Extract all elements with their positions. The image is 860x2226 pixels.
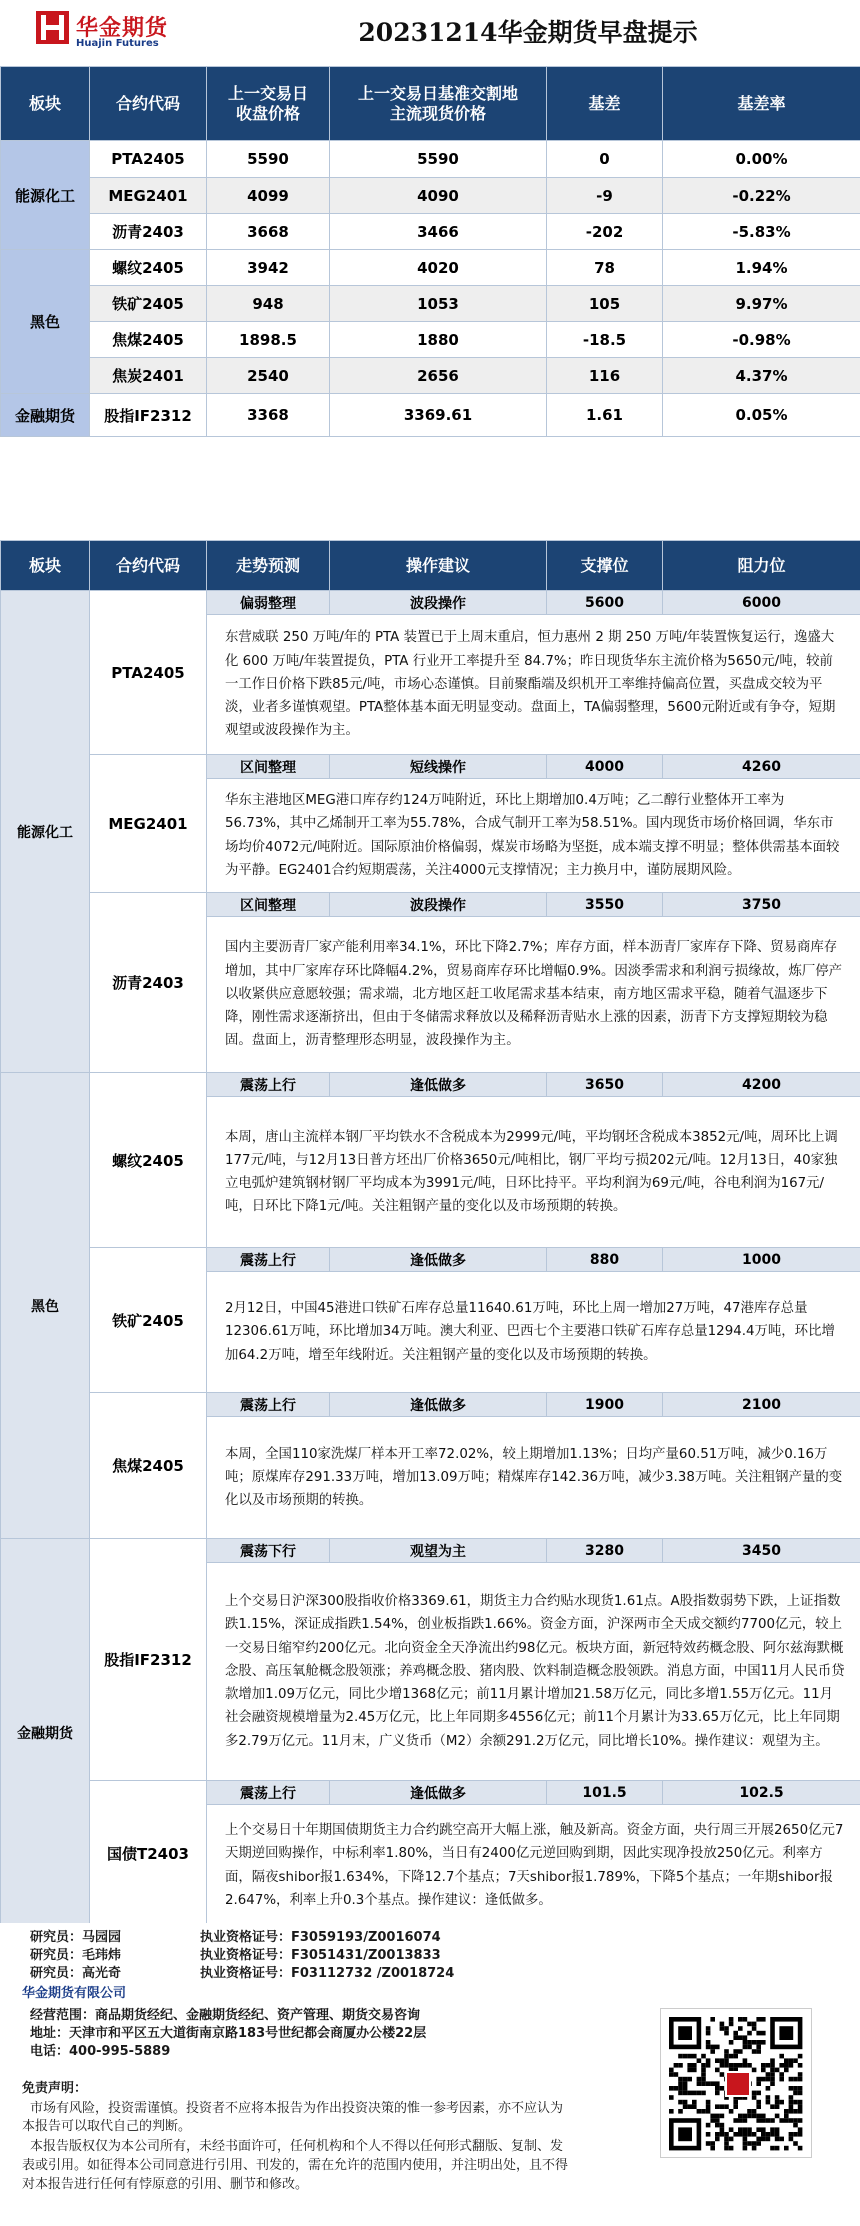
strategy-table <box>0 540 860 1927</box>
level-row <box>1 1781 860 1805</box>
basis-value-cell: -9 <box>547 178 663 214</box>
basis-value-cell: 1053 <box>330 286 547 322</box>
business-scope: 经营范围：商品期货经纪、金融期货经纪、资产管理、期货交易咨询 <box>30 2008 421 2023</box>
strategy-header-5: 阻力位 <box>663 541 860 591</box>
basis-value-cell: 3942 <box>207 250 330 286</box>
basis-header-4: 基差 <box>547 67 663 141</box>
sector-cell: 能源化工 <box>1 591 90 1073</box>
advice-cell: 波段操作 <box>330 591 547 615</box>
basis-row <box>1 358 860 394</box>
basis-row <box>1 250 860 286</box>
basis-value-cell: 4.37% <box>663 358 860 394</box>
company-address: 地址：天津市和平区五大道街南京路183号世纪都会商厦办公楼22层 <box>30 2026 427 2041</box>
basis-header-3: 上一交易日基准交割地 主流现货价格 <box>330 67 547 141</box>
sector-cell: 黑色 <box>1 250 90 394</box>
contract-code-cell: 螺纹2405 <box>90 1073 207 1248</box>
contract-code-cell: 铁矿2405 <box>90 1248 207 1393</box>
basis-value-cell: 3369.61 <box>330 394 547 437</box>
disclaimer-line-5: 对本报告进行任何有悖原意的引用、删节和修改。 <box>22 2177 309 2192</box>
basis-header-5: 基差率 <box>663 67 860 141</box>
basis-value-cell: 0.05% <box>663 394 860 437</box>
trend-cell: 震荡上行 <box>207 1073 330 1097</box>
basis-value-cell: 2540 <box>207 358 330 394</box>
huajin-logo-icon <box>36 11 69 44</box>
strategy-header-2: 走势预测 <box>207 541 330 591</box>
analysis-text: 本周，唐山主流样本钢厂平均铁水不含税成本为2999元/吨，平均钢坯含税成本3852元/吨，周环比上调177元/吨，与12月13日普方坯出厂价格3650元/吨相比，钢厂平均亏损202元/吨。12月13日，40家独立电弧炉建筑钢材钢厂平均成本为3991元/吨，日环比持平。平均利润为69元/吨，谷电利润为167元/吨，日环比下降1元/吨。关注粗钢产量的变化以及市场预期的转换。 <box>207 1097 860 1248</box>
support-cell: 3280 <box>547 1539 663 1563</box>
trend-cell: 震荡下行 <box>207 1539 330 1563</box>
trend-cell: 震荡上行 <box>207 1393 330 1417</box>
analysis-text: 上个交易日十年期国债期货主力合约跳空高开大幅上涨，触及新高。资金方面，央行周三开展2650亿元7天期逆回购操作，中标利率1.80%，当日有2400亿元逆回购到期，因此实现净投放250亿元。利率方面，隔夜shibor报1.634%，下降12.7个基点；7天shibor报1.789%，下降5个基点；一年期shibor报2.647%，利率上升0.3个基点。操作建议：逢低做多。 <box>207 1805 860 1927</box>
contract-code-cell: 焦煤2405 <box>90 1393 207 1539</box>
basis-row <box>1 322 860 358</box>
advice-cell: 观望为主 <box>330 1539 547 1563</box>
report-title: 20231214华金期货早盘提示 <box>358 18 698 47</box>
level-row <box>1 755 860 779</box>
basis-value-cell: 9.97% <box>663 286 860 322</box>
analysis-text: 华东主港地区MEG港口库存约124万吨附近，环比上期增加0.4万吨；乙二醇行业整体开工率为56.73%，其中乙烯制开工率为55.78%，合成气制开工率为58.51%。国内现货市场价格回调，华东市场均价4072元/吨附近。国际原油价格偏弱，煤炭市场略为坚挺，成本端支撑不明显；整体供需基本面较为平静。EG2401合约短期震荡，关注4000元支撑情况；主力换月中，谨防展期风险。 <box>207 779 860 893</box>
contract-code-cell: 螺纹2405 <box>90 250 207 286</box>
basis-value-cell: -0.22% <box>663 178 860 214</box>
basis-value-cell: 4099 <box>207 178 330 214</box>
report-header <box>0 0 860 66</box>
trend-cell: 区间整理 <box>207 893 330 917</box>
basis-row <box>1 178 860 214</box>
analysis-text: 2月12日，中国45港进口铁矿石库存总量11640.61万吨，环比上周一增加27万吨，47港库存总量12306.61万吨，环比增加34万吨。澳大利亚、巴西七个主要港口铁矿石库存总量1294.4万吨，环比增加64.2万吨，增至年线附近。关注粗钢产量的变化以及市场预期的转换。 <box>207 1272 860 1393</box>
contract-code-cell: PTA2405 <box>90 591 207 755</box>
support-cell: 101.5 <box>547 1781 663 1805</box>
trend-cell: 震荡上行 <box>207 1781 330 1805</box>
resist-cell: 3450 <box>663 1539 860 1563</box>
level-row <box>1 1248 860 1272</box>
trend-cell: 区间整理 <box>207 755 330 779</box>
resist-cell: 2100 <box>663 1393 860 1417</box>
logo-text-en: Huajin Futures <box>76 38 159 49</box>
basis-value-cell: 1.61 <box>547 394 663 437</box>
support-cell: 1900 <box>547 1393 663 1417</box>
researcher-row-3: 研究员：高光奇 执业资格证号：F03112732 /Z0018724 <box>30 1966 455 1981</box>
level-row <box>1 591 860 615</box>
trend-cell: 震荡上行 <box>207 1248 330 1272</box>
support-cell: 5600 <box>547 591 663 615</box>
basis-value-cell: 0.00% <box>663 141 860 178</box>
contract-code-cell: 股指IF2312 <box>90 1539 207 1781</box>
contract-code-cell: 焦煤2405 <box>90 322 207 358</box>
resist-cell: 3750 <box>663 893 860 917</box>
company-name: 华金期货有限公司 <box>22 1986 127 2001</box>
basis-header-0: 板块 <box>1 67 90 141</box>
advice-cell: 短线操作 <box>330 755 547 779</box>
disclaimer-title: 免责声明： <box>22 2081 88 2096</box>
basis-value-cell: 3368 <box>207 394 330 437</box>
basis-value-cell: 116 <box>547 358 663 394</box>
contract-code-cell: MEG2401 <box>90 755 207 893</box>
basis-value-cell: 78 <box>547 250 663 286</box>
strategy-header-0: 板块 <box>1 541 90 591</box>
basis-row <box>1 141 860 178</box>
basis-value-cell: -5.83% <box>663 214 860 250</box>
sector-cell: 能源化工 <box>1 141 90 250</box>
logo-text-cn: 华金期货 <box>76 16 169 41</box>
advice-cell: 逢低做多 <box>330 1248 547 1272</box>
basis-row <box>1 286 860 322</box>
contract-code-cell: 焦炭2401 <box>90 358 207 394</box>
advice-cell: 逢低做多 <box>330 1393 547 1417</box>
basis-row <box>1 394 860 437</box>
resist-cell: 6000 <box>663 591 860 615</box>
advice-cell: 逢低做多 <box>330 1073 547 1097</box>
strategy-header-1: 合约代码 <box>90 541 207 591</box>
support-cell: 3550 <box>547 893 663 917</box>
resist-cell: 102.5 <box>663 1781 860 1805</box>
basis-value-cell: 1880 <box>330 322 547 358</box>
contract-code-cell: 沥青2403 <box>90 893 207 1073</box>
researcher-row-1: 研究员：马园园 执业资格证号：F3059193/Z0016074 <box>30 1930 441 1945</box>
basis-header-row <box>1 67 860 141</box>
basis-value-cell: 4020 <box>330 250 547 286</box>
basis-value-cell: 3668 <box>207 214 330 250</box>
trend-cell: 偏弱整理 <box>207 591 330 615</box>
level-row <box>1 893 860 917</box>
basis-value-cell: 948 <box>207 286 330 322</box>
contract-code-cell: 沥青2403 <box>90 214 207 250</box>
resist-cell: 4260 <box>663 755 860 779</box>
level-row <box>1 1073 860 1097</box>
qr-code-icon <box>660 2008 812 2158</box>
analysis-text: 上个交易日沪深300股指收价格3369.61，期货主力合约贴水现货1.61点。A股指数弱势下跌，上证指数跌1.15%，深证成指跌1.54%，创业板指跌1.66%。资金方面，沪深两市全天成交额约7700亿元，较上一交易日缩窄约200亿元。北向资金全天净流出约98亿元。板块方面，新冠特效药概念股、阿尔兹海默概念股、高压氧舱概念股领涨；养鸡概念股、猪肉股、饮料制造概念股领跌。消息方面，中国11月人民币贷款增加1.09万亿元，同比少增1368亿元；前11月累计增加21.58万亿元，同比多增1.55万亿元。11月社会融资规模增量为2.45万亿元，比上年同期多4556亿元；前11个月累计为33.65万亿元，比上年同期多2.79万亿元。11月末，广义货币（M2）余额291.2万亿元，同比增长10%。操作建议：观望为主。 <box>207 1563 860 1781</box>
advice-cell: 逢低做多 <box>330 1781 547 1805</box>
basis-value-cell: 1898.5 <box>207 322 330 358</box>
basis-value-cell: 5590 <box>207 141 330 178</box>
basis-value-cell: -18.5 <box>547 322 663 358</box>
report-footer <box>0 1923 860 2226</box>
basis-table <box>0 66 860 437</box>
advice-cell: 波段操作 <box>330 893 547 917</box>
level-row <box>1 1393 860 1417</box>
support-cell: 3650 <box>547 1073 663 1097</box>
analysis-text: 东营威联 250 万吨/年的 PTA 装置已于上周末重启，恒力惠州 2 期 250 万吨/年装置恢复运行，逸盛大化 600 万吨/年装置提负，PTA 行业开工率提升至 84.7%；昨日现货华东主流价格为5650元/吨，较前一工作日价格下跌85元/吨，市场心态谨慎。目前聚酯端及织机开工率维持偏高位置，买盘成交较为平淡，业者多谨慎观望。PTA整体基本面无明显变动。盘面上，TA偏弱整理，5600元附近或有争夺，短期观望或波段操作为主。 <box>207 615 860 755</box>
basis-value-cell: -0.98% <box>663 322 860 358</box>
contract-code-cell: 铁矿2405 <box>90 286 207 322</box>
resist-cell: 1000 <box>663 1248 860 1272</box>
contract-code-cell: PTA2405 <box>90 141 207 178</box>
strategy-header-row <box>1 541 860 591</box>
contract-code-cell: 股指IF2312 <box>90 394 207 437</box>
sector-cell: 黑色 <box>1 1073 90 1539</box>
qr-logo-icon <box>725 2071 751 2097</box>
disclaimer-line-1: 市场有风险，投资需谨慎。投资者不应将本报告为作出投资决策的惟一参考因素，亦不应认为 <box>30 2101 564 2116</box>
resist-cell: 4200 <box>663 1073 860 1097</box>
company-phone: 电话：400-995-5889 <box>30 2044 171 2059</box>
sector-cell: 金融期货 <box>1 1539 90 1927</box>
basis-value-cell: 4090 <box>330 178 547 214</box>
sector-cell: 金融期货 <box>1 394 90 437</box>
basis-value-cell: 2656 <box>330 358 547 394</box>
disclaimer-line-2: 本报告可以取代自己的判断。 <box>22 2119 192 2134</box>
disclaimer-line-4: 表或引用。如征得本公司同意进行引用、刊发的，需在允许的范围内使用，并注明出处，且不得 <box>22 2158 569 2173</box>
basis-value-cell: 5590 <box>330 141 547 178</box>
contract-code-cell: 国债T2403 <box>90 1781 207 1927</box>
basis-value-cell: 3466 <box>330 214 547 250</box>
support-cell: 4000 <box>547 755 663 779</box>
researcher-row-2: 研究员：毛玮炜 执业资格证号：F3051431/Z0013833 <box>30 1948 441 1963</box>
basis-row <box>1 214 860 250</box>
basis-value-cell: 105 <box>547 286 663 322</box>
support-cell: 880 <box>547 1248 663 1272</box>
analysis-text: 国内主要沥青厂家产能利用率34.1%，环比下降2.7%；库存方面，样本沥青厂家库存下降、贸易商库存增加，其中厂家库存环比降幅4.2%，贸易商库存环比增幅0.9%。因淡季需求和利润亏损缘故，炼厂停产以收紧供应意愿较强；需求端，北方地区赶工收尾需求基本结束，南方地区需求平稳，随着气温逐步下降，刚性需求逐渐挤出，但由于冬储需求释放以及稀释沥青贴水上涨的因素，沥青下方支撑短期较为稳固。盘面上，沥青整理形态明显，波段操作为主。 <box>207 917 860 1073</box>
basis-header-1: 合约代码 <box>90 67 207 141</box>
disclaimer-line-3: 本报告版权仅为本公司所有，未经书面许可，任何机构和个人不得以任何形式翻版、复制、发 <box>30 2139 564 2154</box>
basis-header-2: 上一交易日 收盘价格 <box>207 67 330 141</box>
analysis-text: 本周，全国110家洗煤厂样本开工率72.02%，较上期增加1.13%；日均产量60.51万吨，减少0.16万吨；原煤库存291.33万吨，增加13.09万吨；精煤库存142.36万吨，减少3.38万吨。关注粗钢产量的变化以及市场预期的转换。 <box>207 1417 860 1539</box>
contract-code-cell: MEG2401 <box>90 178 207 214</box>
basis-value-cell: 0 <box>547 141 663 178</box>
strategy-header-3: 操作建议 <box>330 541 547 591</box>
level-row <box>1 1539 860 1563</box>
basis-value-cell: -202 <box>547 214 663 250</box>
basis-value-cell: 1.94% <box>663 250 860 286</box>
strategy-header-4: 支撑位 <box>547 541 663 591</box>
